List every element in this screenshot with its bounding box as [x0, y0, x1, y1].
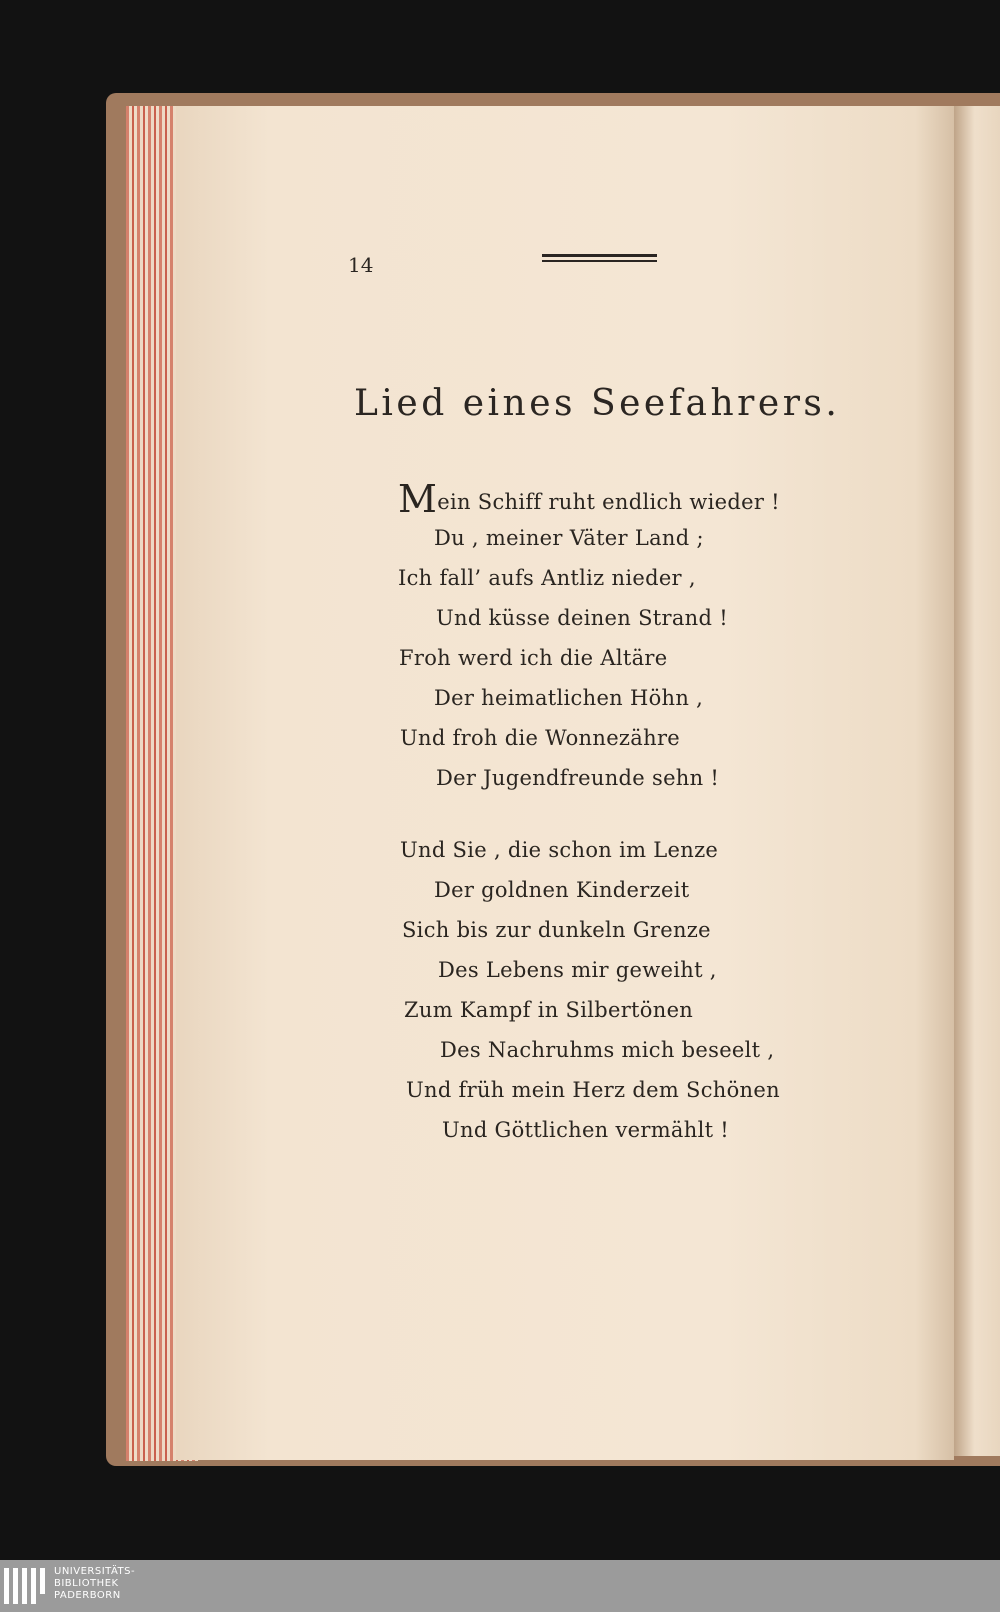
poem-line: Des Nachruhms mich beseelt ,	[440, 1038, 775, 1062]
poem-line: Und Göttlichen vermählt !	[442, 1118, 730, 1142]
library-footer-bar	[0, 1560, 1000, 1612]
poem-title: Lied eines Seefahrers.	[354, 383, 841, 424]
poem-line: Des Lebens mir geweiht ,	[438, 958, 717, 982]
poem-line: Ich fall’ aufs Antliz nieder ,	[398, 566, 696, 590]
poem-line: Der Jugendfreunde sehn !	[436, 766, 720, 790]
library-logo-icon	[4, 1568, 46, 1608]
poem-line: Und froh die Wonnezähre	[400, 726, 681, 750]
poem-line: Und Sie , die schon im Lenze	[400, 838, 719, 862]
page-number: 14	[348, 253, 374, 277]
logo-line: UNIVERSITÄTS-	[54, 1566, 136, 1577]
logo-line: PADERBORN	[54, 1590, 121, 1601]
poem-line: Und früh mein Herz dem Schönen	[406, 1078, 780, 1102]
logo-line: BIBLIOTHEK	[54, 1578, 119, 1589]
poem-first-line	[398, 477, 780, 521]
poem-line: Froh werd ich die Altäre	[399, 646, 668, 670]
drop-initial: M	[398, 477, 438, 521]
poem-line: Sich bis zur dunkeln Grenze	[402, 918, 711, 942]
poem-line: Der heimatlichen Höhn ,	[434, 686, 704, 710]
library-logo-text	[54, 1566, 135, 1602]
poem-line: Der goldnen Kinderzeit	[434, 878, 690, 902]
first-line-text: ein Schiff ruht endlich wieder !	[437, 490, 780, 514]
poem-line: Zum Kampf in Silbertönen	[404, 998, 694, 1022]
poem-line: Du , meiner Väter Land ;	[434, 526, 704, 550]
poem-line: Und küsse deinen Strand !	[436, 606, 728, 630]
